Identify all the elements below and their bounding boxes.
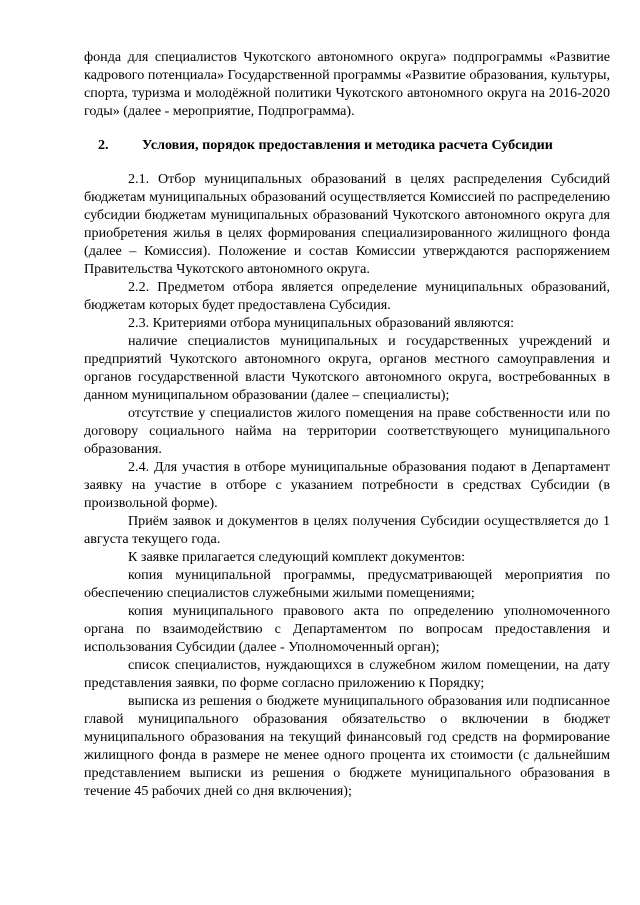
section-title: Условия, порядок предоставления и методика расчета Субсидии xyxy=(142,137,553,153)
paragraph-2-1: 2.1. Отбор муниципальных образований в целях распределения Субсидий бюджетам муниципальных образований осуществляется Комиссией по распределению субсидии бюджетам муниципальных образований Чукотского автономного округа для приобретения жилья в целях формирования специализированного жилищного фонда (далее – Комиссия). Положение и состав Комиссии утверждаются распоряжением Правительства Чукотского автономного округа. xyxy=(84,171,610,277)
section-number: 2. xyxy=(98,137,109,153)
paragraph-deadline: Приём заявок и документов в целях получения Субсидии осуществляется до 1 августа текущего года. xyxy=(84,513,610,547)
section-heading xyxy=(84,136,610,154)
document-item-legal-act: копия муниципального правового акта по определению уполномоченного органа по взаимодействию с Департаментом по вопросам предоставления и использования Субсидии (далее - Уполномоченный орган); xyxy=(84,603,610,655)
criterion-no-housing: отсутствие у специалистов жилого помещения на праве собственности или по договору социального найма на территории соответствующего муниципального образования. xyxy=(84,405,610,457)
paragraph-2-4: 2.4. Для участия в отборе муниципальные образования подают в Департамент заявку на участие в отборе с указанием потребности в средствах Субсидии (в произвольной форме). xyxy=(84,459,610,511)
spacer xyxy=(84,120,610,136)
document-item-program-copy: копия муниципальной программы, предусматривающей мероприятия по обеспечению специалистов служебными жилыми помещениями; xyxy=(84,567,610,601)
paragraph-2-2: 2.2. Предметом отбора является определение муниципальных образований, бюджетам которых будет предоставлена Субсидия. xyxy=(84,279,610,313)
paragraph-documents-intro: К заявке прилагается следующий комплект документов: xyxy=(128,549,466,565)
document-item-specialists-list: список специалистов, нуждающихся в служебном жилом помещении, на дату представления заявки, по форме согласно приложению к Порядку; xyxy=(84,657,610,691)
document-item-budget-extract: выписка из решения о бюджете муниципального образования или подписанное главой муниципального образования обязательство о включении в бюджет муниципального образования на текущий финансовый год средств на формирование жилищного фонда в размере не менее одного процента их стоимости (с дальнейшим представлением выписки из решения о бюджете муниципального образования в течение 45 рабочих дней со дня включения); xyxy=(84,693,610,799)
criterion-specialists: наличие специалистов муниципальных и государственных учреждений и предприятий Чукотского автономного округа, органов местного самоуправления и органов государственной власти Чукотского автономного округа, востребованных в данном муниципальном образовании (далее – специалисты); xyxy=(84,333,610,403)
intro-paragraph: фонда для специалистов Чукотского автономного округа» подпрограммы «Развитие кадрового потенциала» Государственной программы «Развитие образования, культуры, спорта, туризма и молодёжной политики Чукотского автономного округа на 2016-2020 годы» (далее - мероприятие, Подпрограмма). xyxy=(84,49,610,119)
paragraph-2-3: 2.3. Критериями отбора муниципальных образований являются: xyxy=(128,315,515,331)
